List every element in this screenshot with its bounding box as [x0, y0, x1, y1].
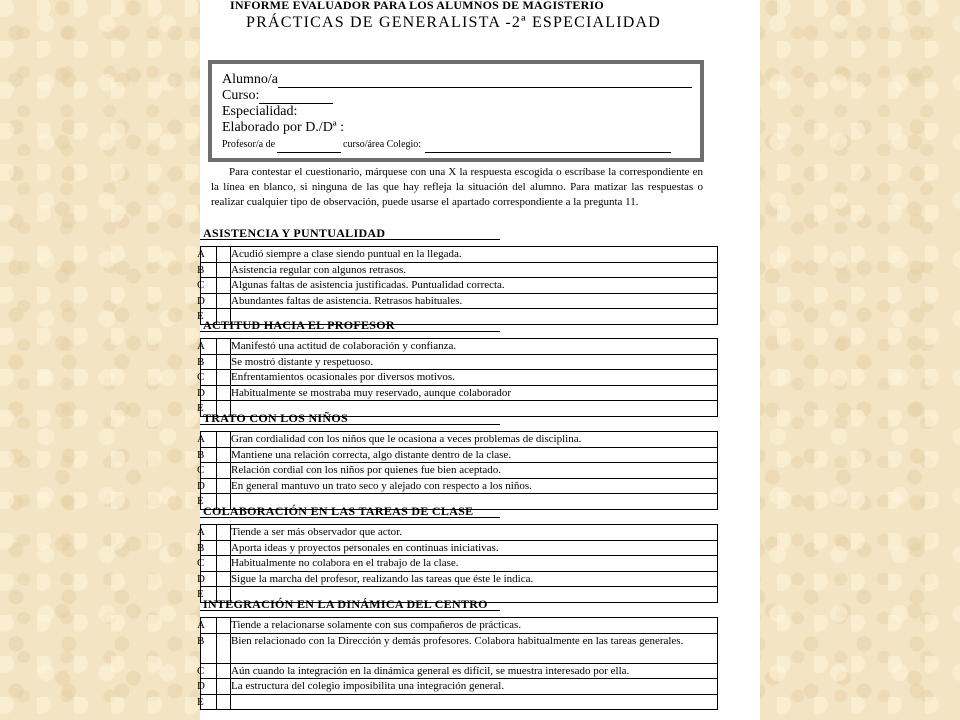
curso-area-label: curso/área Colegio:: [343, 139, 422, 150]
answer-checkbox[interactable]: [217, 432, 231, 448]
instructions-text: Para contestar el cuestionario, márquese con una X la respuesta escogida o escríbase la correspondiente en la línea en blanco, si ninguna de las que hay refleja la situación del alumno. Para matizar las respuestas o realizar cualquier tipo de observación, puede usarse el apartado correspondiente a la pregunta 11.: [211, 166, 703, 208]
option-letter: E: [201, 587, 217, 603]
option-letter: A: [201, 525, 217, 541]
option-text: Enfrentamientos ocasionales por diversos motivos.: [231, 370, 718, 386]
answer-checkbox[interactable]: [217, 354, 231, 370]
especialidad-row: [222, 104, 700, 120]
option-row: [201, 447, 718, 463]
answer-checkbox[interactable]: [217, 385, 231, 401]
option-letter: D: [201, 293, 217, 309]
section-title: COLABORACIÓN EN LAS TAREAS DE CLASE: [200, 504, 500, 518]
answer-checkbox[interactable]: [217, 540, 231, 556]
option-row: [201, 618, 718, 634]
option-letter: C: [201, 463, 217, 479]
section-title: TRATO CON LOS NIÑOS: [200, 411, 500, 425]
option-text: Abundantes faltas de asistencia. Retrasos habituales.: [231, 293, 718, 309]
option-text: Algunas faltas de asistencia justificadas. Puntualidad correcta.: [231, 278, 718, 294]
option-row: [201, 247, 718, 263]
option-text: Bien relacionado con la Dirección y demás profesores. Colabora habitualmente en las tareas generales.: [231, 633, 718, 663]
option-text: La estructura del colegio imposibilita una integración general.: [231, 679, 718, 695]
curso-field[interactable]: [259, 92, 333, 104]
options-table: [197, 338, 718, 417]
option-text: Sigue la marcha del profesor, realizando las tareas que éste le indica.: [231, 571, 718, 587]
instructions-paragraph: [211, 165, 703, 210]
question-section: [197, 318, 720, 417]
option-row: [201, 354, 718, 370]
option-text: Habitualmente no colabora en el trabajo de la clase.: [231, 556, 718, 572]
section-title: ACTITUD HACIA EL PROFESOR: [200, 318, 500, 332]
answer-checkbox[interactable]: [217, 663, 231, 679]
student-id-box: [208, 60, 704, 162]
option-letter: B: [201, 354, 217, 370]
option-row: [201, 262, 718, 278]
option-letter: B: [201, 262, 217, 278]
profesor-field[interactable]: [277, 144, 341, 153]
answer-checkbox[interactable]: [217, 278, 231, 294]
option-row: [201, 339, 718, 355]
answer-checkbox[interactable]: [217, 447, 231, 463]
option-letter: D: [201, 679, 217, 695]
option-row: [201, 571, 718, 587]
option-letter: C: [201, 370, 217, 386]
option-blank-field[interactable]: [231, 694, 718, 710]
answer-checkbox[interactable]: [217, 571, 231, 587]
alumno-row: [222, 72, 700, 88]
answer-checkbox[interactable]: [217, 556, 231, 572]
answer-checkbox[interactable]: [217, 339, 231, 355]
option-text: Gran cordialidad con los niños que le ocasiona a veces problemas de disciplina.: [231, 432, 718, 448]
option-text: Asistencia regular con algunos retrasos.: [231, 262, 718, 278]
answer-checkbox[interactable]: [217, 247, 231, 263]
answer-checkbox[interactable]: [217, 679, 231, 695]
option-row: [201, 556, 718, 572]
option-letter: C: [201, 556, 217, 572]
option-row: [201, 293, 718, 309]
option-text: Tiende a relacionarse solamente con sus compañeros de prácticas.: [231, 618, 718, 634]
option-letter: E: [201, 401, 217, 417]
form-header-subtitle: PRÁCTICAS DE GENERALISTA -2ª ESPECIALIDAD: [246, 14, 662, 31]
profesor-label: Profesor/a de: [222, 139, 276, 150]
option-letter: B: [201, 633, 217, 663]
section-title: INTEGRACIÓN EN LA DINÁMICA DEL CENTRO: [200, 597, 500, 611]
option-row: [201, 694, 718, 710]
answer-checkbox[interactable]: [217, 370, 231, 386]
answer-checkbox[interactable]: [217, 694, 231, 710]
option-text: Manifestó una actitud de colaboración y confianza.: [231, 339, 718, 355]
option-row: [201, 278, 718, 294]
answer-checkbox[interactable]: [217, 633, 231, 663]
option-letter: D: [201, 571, 217, 587]
question-section: [197, 597, 720, 710]
curso-label: Curso:: [222, 88, 260, 103]
option-letter: A: [201, 339, 217, 355]
option-letter: D: [201, 385, 217, 401]
options-table: [197, 617, 718, 710]
option-letter: B: [201, 447, 217, 463]
option-letter: A: [201, 432, 217, 448]
elaborado-row: [222, 120, 700, 136]
option-row: [201, 432, 718, 448]
colegio-field[interactable]: [425, 144, 671, 153]
option-row: [201, 463, 718, 479]
option-row: [201, 633, 718, 663]
option-text: Se mostró distante y respetuoso.: [231, 354, 718, 370]
question-section: [197, 504, 720, 603]
option-letter: D: [201, 478, 217, 494]
option-text: En general mantuvo un trato seco y alejado con respecto a los niños.: [231, 478, 718, 494]
option-letter: E: [201, 694, 217, 710]
options-table: [197, 524, 718, 603]
curso-row: [222, 88, 700, 104]
option-row: [201, 679, 718, 695]
answer-checkbox[interactable]: [217, 525, 231, 541]
option-letter: A: [201, 618, 217, 634]
question-section: [197, 226, 720, 325]
option-text: Relación cordial con los niños por quienes fue bien aceptado.: [231, 463, 718, 479]
answer-checkbox[interactable]: [217, 293, 231, 309]
especialidad-label: Especialidad:: [222, 104, 298, 119]
option-text: Tiende a ser más observador que actor.: [231, 525, 718, 541]
answer-checkbox[interactable]: [217, 262, 231, 278]
option-text: Acudió siempre a clase siendo puntual en la llegada.: [231, 247, 718, 263]
answer-checkbox[interactable]: [217, 618, 231, 634]
option-row: [201, 540, 718, 556]
option-letter: A: [201, 247, 217, 263]
option-row: [201, 478, 718, 494]
option-letter: C: [201, 663, 217, 679]
section-title: ASISTENCIA Y PUNTUALIDAD: [200, 226, 500, 240]
evaluation-form-page: [197, 0, 760, 720]
alumno-field[interactable]: [278, 76, 692, 88]
form-header-title: INFORME EVALUADOR PARA LOS ALUMNOS DE MAGISTERIO: [230, 0, 604, 12]
option-text: Aporta ideas y proyectos personales en continuas iniciativas.: [231, 540, 718, 556]
option-row: [201, 385, 718, 401]
option-letter: E: [201, 494, 217, 510]
option-letter: B: [201, 540, 217, 556]
option-text: Aún cuando la integración en la dinámica general es difícil, se muestra interesado por ella.: [231, 663, 718, 679]
answer-checkbox[interactable]: [217, 478, 231, 494]
question-section: [197, 411, 720, 510]
options-table: [197, 431, 718, 510]
elaborado-label: Elaborado por D./Dª :: [222, 120, 345, 135]
option-letter: E: [201, 309, 217, 325]
profesor-row: [222, 137, 700, 153]
option-letter: C: [201, 278, 217, 294]
option-text: Habitualmente se mostraba muy reservado, aunque colaborador: [231, 385, 718, 401]
option-text: Mantiene una relación correcta, algo distante dentro de la clase.: [231, 447, 718, 463]
alumno-label: Alumno/a: [222, 72, 278, 87]
option-row: [201, 370, 718, 386]
answer-checkbox[interactable]: [217, 463, 231, 479]
options-table: [197, 246, 718, 325]
option-row: [201, 525, 718, 541]
option-row: [201, 663, 718, 679]
